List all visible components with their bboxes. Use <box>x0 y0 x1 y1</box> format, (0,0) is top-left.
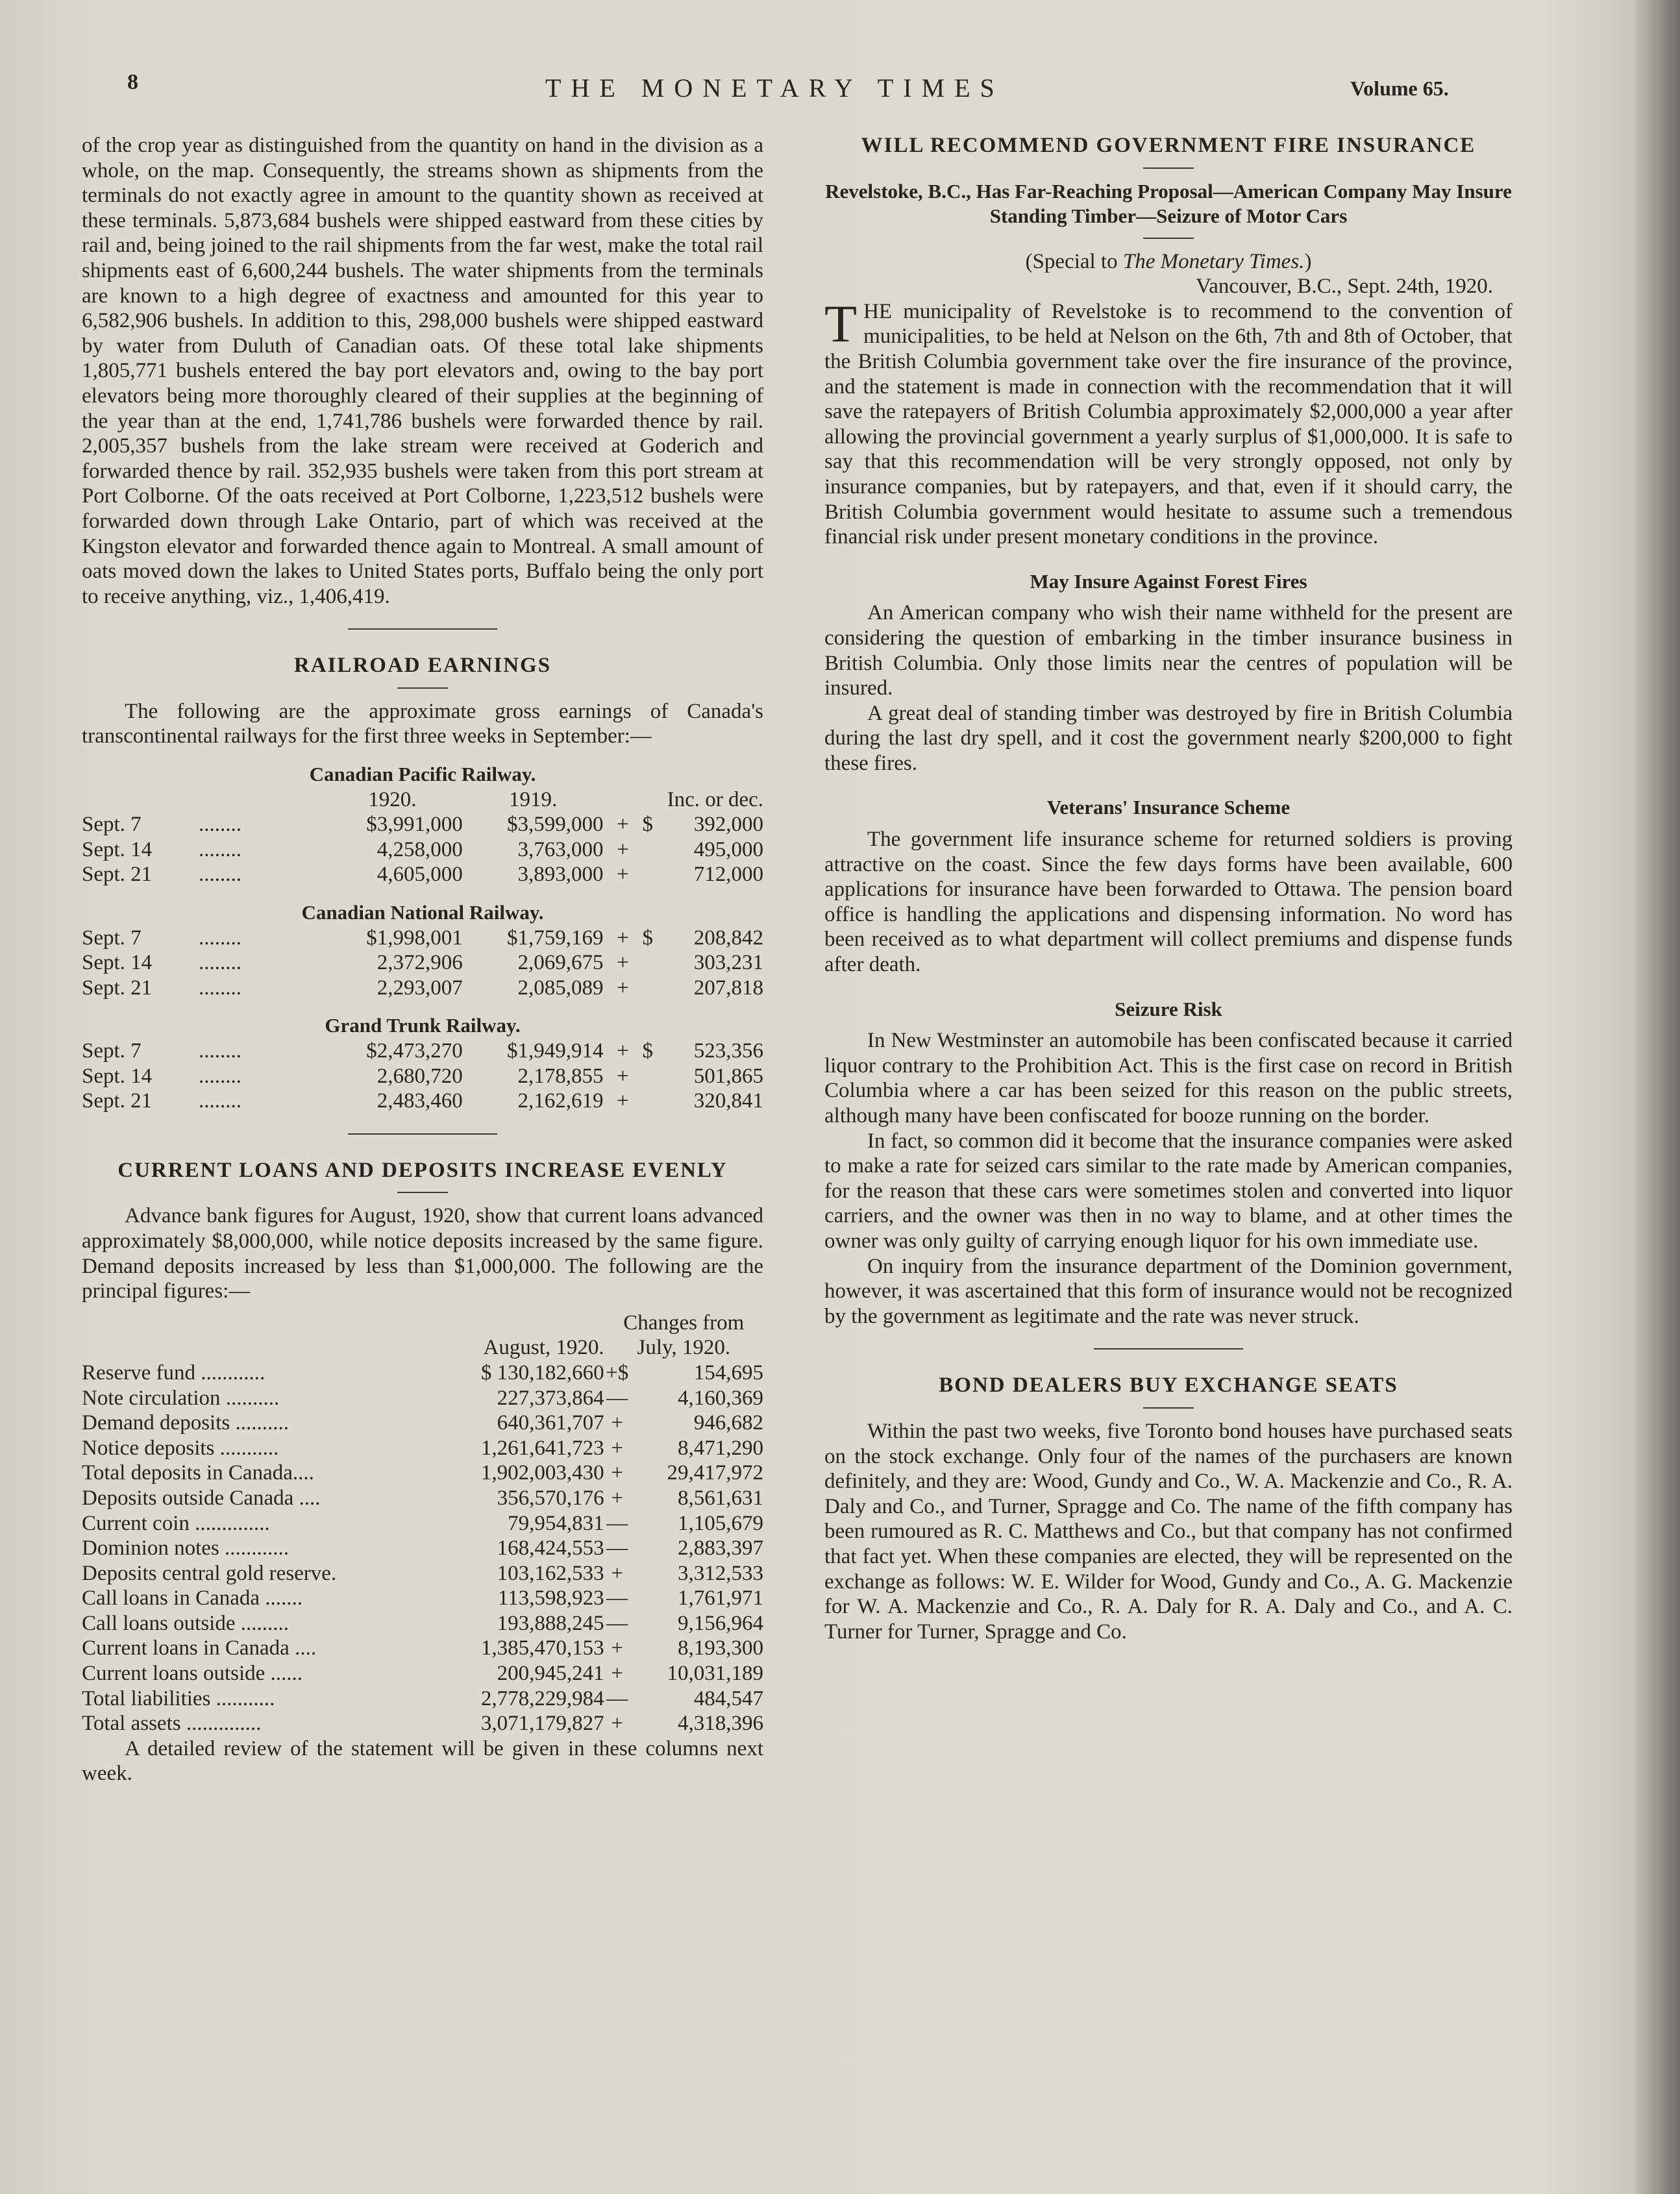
row-label: Total deposits in Canada.... <box>82 1461 314 1485</box>
value-1919: 2,085,089 <box>517 976 604 1000</box>
value-1919: $1,759,169 <box>506 926 604 950</box>
change-value: 4,318,396 <box>678 1712 763 1736</box>
table-row <box>82 1536 763 1561</box>
title-rule <box>1143 167 1194 169</box>
august-value: 113,598,923 <box>497 1586 604 1610</box>
change-sign: + <box>611 1436 623 1460</box>
subsection-paragraph: A great deal of standing timber was destroyed by fire in British Columbia during the last dry spell, and it cost the government nearly $200,000 to fight these fires. <box>824 701 1513 775</box>
table-row <box>82 1361 763 1386</box>
change-sign: + <box>611 1486 623 1510</box>
row-label: Notice deposits ........... <box>82 1436 279 1460</box>
value-1920: 2,483,460 <box>377 1089 463 1113</box>
row-label: Current loans in Canada .... <box>82 1636 317 1660</box>
row-label: Current loans outside ...... <box>82 1662 303 1686</box>
table-row <box>82 837 763 863</box>
bond-dealers-title: BOND DEALERS BUY EXCHANGE SEATS <box>939 1374 1398 1398</box>
row-date: Sept. 7 <box>82 813 142 837</box>
railway-earnings-tables <box>82 762 763 1114</box>
special-suffix: ) <box>1304 249 1312 273</box>
change-value: 1,761,971 <box>678 1586 763 1610</box>
leader-dots: ........ <box>199 1089 241 1113</box>
title-rule <box>1143 238 1194 239</box>
value-1920: 2,372,906 <box>377 951 463 975</box>
fire-subsections <box>824 569 1513 1329</box>
leader-dots: ........ <box>199 863 241 887</box>
august-value: 3,071,179,827 <box>480 1712 604 1736</box>
change-sign: + <box>617 1089 629 1113</box>
title-rule <box>1143 1407 1194 1409</box>
row-label: Call loans in Canada ....... <box>82 1586 303 1610</box>
table-header-row <box>82 787 763 813</box>
row-date: Sept. 21 <box>82 1089 153 1113</box>
change-sign: — <box>606 1386 628 1410</box>
change-sign: — <box>606 1611 628 1635</box>
change-value: 712,000 <box>693 863 763 887</box>
change-sign: + <box>617 863 629 887</box>
table-row <box>82 1586 763 1611</box>
fire-insurance-subhead: Revelstoke, B.C., Has Far-Reaching Proposal—American Company May Insure Standing Timber—Seizure of Motor Cars <box>825 179 1512 227</box>
lead-text: HE municipality of Revelstoke is to recommend to the convention of municipalities, to be held at Nelson on the 6th, 7th and 8th of October, that the British Columbia government take over the fire insurance of the province, and the statement is made in connection with the recommendation that it will save the ratepayers of British Columbia approximately $2,000,000 a year after allowing the provincial government a yearly surplus of $1,000,000. It is safe to say that this recommendation will be very strongly opposed, not only by insurance companies, but by ratepayers, and that, even if it should carry, the British Columbia government would hesitate to assume such a tremendous financial risk under present monetary conditions in the province. <box>824 299 1513 549</box>
row-label: Demand deposits .......... <box>82 1411 289 1435</box>
august-value: 227,373,864 <box>497 1386 604 1410</box>
change-value: 392,000 <box>693 813 763 837</box>
table-row <box>82 1486 763 1511</box>
currency-mark: $ <box>642 926 653 950</box>
table-row <box>82 1089 763 1114</box>
leader-dots: ........ <box>199 951 241 975</box>
currency-mark <box>642 837 661 863</box>
change-sign: + <box>611 1561 623 1585</box>
value-1919: 3,763,000 <box>517 837 604 861</box>
subsection-heading: Seizure Risk <box>1115 997 1222 1020</box>
change-value: 8,193,300 <box>678 1636 763 1660</box>
loans-intro: Advance bank figures for August, 1920, show that current loans advanced approximately $8,000,000, while notice deposits increased by the same figure. Demand deposits increased by less than $1,000,000. The following are the principal figures:— <box>82 1204 763 1303</box>
railway-name: Canadian Pacific Railway. <box>309 763 536 786</box>
row-label: Total assets .............. <box>82 1712 262 1736</box>
subsection-paragraph: On inquiry from the insurance department of the Dominion government, however, it was ascertained that this form of insurance would not be recognized by the government as legitimate and the rate was never struck. <box>824 1254 1513 1328</box>
row-date: Sept. 14 <box>82 951 153 975</box>
leader-dots: ........ <box>199 1064 241 1088</box>
page-spine-shadow <box>1635 0 1680 2194</box>
value-1919: $3,599,000 <box>506 813 604 837</box>
change-value: 9,156,964 <box>678 1611 763 1635</box>
value-1919: 2,178,855 <box>517 1064 604 1088</box>
change-sign: +$ <box>606 1361 629 1385</box>
change-sign: + <box>611 1636 623 1660</box>
leader-dots: ........ <box>199 976 241 1000</box>
table-row <box>82 862 763 887</box>
change-value: 1,105,679 <box>678 1511 763 1535</box>
change-value: 523,356 <box>693 1039 763 1063</box>
crop-year-paragraph: of the crop year as distinguished from the quantity on hand in the division as a whole, on the map. Consequently, the streams shown as shipments from the terminals do not exactly agree in amount to the quantity shown as received at these terminals. 5,873,684 bushels were shipped eastward from these cities by rail and, being joined to the rail shipments from the far west, make the total rail shipments east of 6,600,244 bushels. The water shipments from the terminals are known to a high degree of exactness and amounted for this year to 6,582,906 bushels. In addition to this, 298,000 bushels were shipped eastward by water from Duluth of Canadian oats. Of these total lake shipments 1,805,771 bushels entered the bay port elevators and, owing to the bay port elevators being more thoroughly cleared of their supplies at the beginning of the year than at the end, 1,741,786 bushels were forwarded thence by rail. 2,005,357 bushels from the lake stream were received at Goderich and forwarded thence by rail. 352,935 bushels were taken from this port stream at Port Colborne. Of the oats received at Port Colborne, 1,223,512 bushels were forwarded down through Lake Ontario, part of which was received at the Kingston elevator and forwarded thence again to Montreal. A small amount of oats moved down the lakes to United States ports, Buffalo being the only port to receive anything, viz., 1,406,419. <box>82 134 763 608</box>
change-sign: + <box>611 1461 623 1485</box>
change-sign: — <box>606 1511 628 1535</box>
leader-dots: ........ <box>199 926 241 950</box>
page-number: 8 <box>127 70 138 94</box>
row-date: Sept. 14 <box>82 837 153 861</box>
masthead-title: THE MONETARY TIMES <box>545 73 1004 103</box>
change-sign: + <box>611 1411 623 1435</box>
table-row <box>82 1636 763 1661</box>
table-row <box>82 1511 763 1536</box>
right-column <box>824 133 1513 1644</box>
august-value: 1,902,003,430 <box>480 1461 604 1485</box>
august-value: 193,888,245 <box>497 1611 604 1635</box>
currency-mark <box>642 1089 661 1114</box>
col-header-1920: 1920. <box>368 787 417 811</box>
change-value: 501,865 <box>693 1064 763 1088</box>
leader-dots: ........ <box>199 837 241 861</box>
subsection-paragraph: In fact, so common did it become that the insurance companies were asked to make a rate for seized cars similar to the rate made by American companies, for the reason that these cars were sometimes stolen and converted into liquor carriers, and the owner was then in no way to blame, and at other times the owner was only guilty of carrying enough liquor for his own immediate use. <box>824 1129 1513 1253</box>
railway-earnings-table <box>82 787 763 887</box>
row-date: Sept. 21 <box>82 976 153 1000</box>
subsection-paragraph: In New Westminster an automobile has been confiscated because it carried liquor contrary to the Prohibition Act. This is the first case on record in British Columbia where a car has been seized for this reason on the public streets, although many have been confiscated for booze running on the border. <box>824 1029 1513 1128</box>
col-header-july: July, 1920. <box>637 1336 731 1360</box>
august-value: 79,954,831 <box>508 1511 604 1535</box>
change-sign: — <box>606 1686 628 1710</box>
august-value: 2,778,229,984 <box>480 1686 604 1710</box>
table-row <box>82 1686 763 1712</box>
currency-mark <box>642 1064 661 1089</box>
change-value: 207,818 <box>693 976 763 1000</box>
railway-earnings-table <box>82 1039 763 1114</box>
subsection-heading: May Insure Against Forest Fires <box>1030 569 1307 593</box>
change-value: 303,231 <box>693 951 763 975</box>
value-1919: 2,069,675 <box>517 951 604 975</box>
currency-mark <box>642 862 661 887</box>
lead-paragraph <box>824 293 1513 550</box>
august-value: 1,385,470,153 <box>480 1636 604 1660</box>
august-value: 103,162,533 <box>497 1561 604 1585</box>
change-sign: — <box>606 1586 628 1610</box>
table-row <box>82 1611 763 1636</box>
currency-mark <box>642 976 661 1001</box>
dateline: Vancouver, B.C., Sept. 24th, 1920. <box>1196 275 1493 299</box>
table-row <box>82 812 763 837</box>
table-row <box>82 1561 763 1586</box>
volume-label: Volume 65. <box>1350 77 1449 100</box>
row-date: Sept. 14 <box>82 1064 153 1088</box>
change-sign: + <box>617 837 629 861</box>
change-value: 154,695 <box>693 1361 763 1385</box>
fire-insurance-title: WILL RECOMMEND GOVERNMENT FIRE INSURANCE <box>861 134 1476 157</box>
august-value: 640,361,707 <box>497 1411 604 1435</box>
august-value: 168,424,553 <box>497 1536 604 1560</box>
change-value: 208,842 <box>693 926 763 950</box>
railway-name: Canadian National Railway. <box>301 901 544 924</box>
row-label: Dominion notes ............ <box>82 1536 289 1560</box>
section-divider <box>348 628 497 630</box>
table-row <box>82 1386 763 1411</box>
value-1920: 2,680,720 <box>377 1064 463 1088</box>
change-value: 29,417,972 <box>667 1461 763 1485</box>
value-1920: $2,473,270 <box>366 1039 463 1063</box>
table-row <box>82 1711 763 1736</box>
value-1920: $1,998,001 <box>366 926 463 950</box>
change-value: 2,883,397 <box>678 1536 763 1560</box>
change-value: 484,547 <box>693 1686 763 1710</box>
bond-dealers-paragraph: Within the past two weeks, five Toronto bond houses have purchased seats on the stock exchange. Only four of the names of the purchasers are known definitely, and they are: Wood, Gundy and Co., W. A. Mackenzie and Co., R. A. Daly and Co., and Turner, Spragge and Co. The name of the fifth company has been rumoured as R. C. Matthews and Co., but that company has not confirmed that fact yet. When these companies are elected, they will be represented on the exchange as follows: W. E. Wilder for Wood, Gundy and Co., A. G. Mackenzie for W. A. Mackenzie and Co., R. A. Daly for R. A. Daly and Co., and A. C. Turner for Turner, Spragge and Co. <box>824 1419 1513 1644</box>
value-1919: $1,949,914 <box>506 1039 604 1063</box>
special-prefix: (Special to <box>1025 249 1123 273</box>
table-header-row <box>82 1335 763 1361</box>
row-label: Deposits outside Canada .... <box>82 1486 321 1510</box>
change-value: 495,000 <box>693 837 763 861</box>
railroad-intro: The following are the approximate gross earnings of Canada's transcontinental railways for the first three weeks in September:— <box>82 699 763 748</box>
change-value: 946,682 <box>693 1411 763 1435</box>
currency-mark: $ <box>642 813 653 837</box>
value-1920: 4,605,000 <box>377 863 463 887</box>
left-column <box>82 133 763 1786</box>
col-header-1919: 1919. <box>508 787 558 811</box>
august-value: 356,570,176 <box>497 1486 604 1510</box>
change-value: 8,561,631 <box>678 1486 763 1510</box>
table-row <box>82 1064 763 1089</box>
table-row <box>82 1661 763 1686</box>
special-publication: The Monetary Times. <box>1122 249 1305 273</box>
section-divider <box>1094 1348 1243 1350</box>
value-1920: 2,293,007 <box>377 976 463 1000</box>
change-sign: + <box>611 1712 623 1736</box>
col-header-changes-from: Changes from <box>623 1311 745 1335</box>
title-rule <box>397 687 448 689</box>
change-sign: + <box>617 976 629 1000</box>
table-row <box>82 1411 763 1436</box>
change-sign: + <box>617 813 629 837</box>
august-value: 1,261,641,723 <box>480 1436 604 1460</box>
row-label: Deposits central gold reserve. <box>82 1561 337 1585</box>
row-label: Reserve fund ............ <box>82 1361 266 1385</box>
currency-mark <box>642 950 661 976</box>
row-label: Current coin .............. <box>82 1511 270 1535</box>
change-sign: + <box>611 1662 623 1686</box>
leader-dots: ........ <box>199 1039 241 1063</box>
subsection-heading: Veterans' Insurance Scheme <box>1046 796 1291 819</box>
change-value: 320,841 <box>693 1089 763 1113</box>
subsection-paragraph: The government life insurance scheme for returned soldiers is proving attractive on the coast. Since the few days forms have been available, 600 applications for insurance have been forwarded to Ottawa. The pension board office is handling the applications and dispensing information. No word has been received as to what department will collect premiums and dispense funds after death. <box>824 828 1513 977</box>
value-1919: 3,893,000 <box>517 863 604 887</box>
change-value: 3,312,533 <box>678 1561 763 1585</box>
railway-name: Grand Trunk Railway. <box>325 1014 521 1037</box>
change-sign: — <box>606 1536 628 1560</box>
table-row <box>82 1461 763 1486</box>
august-value: 200,945,241 <box>497 1662 604 1686</box>
table-row <box>82 1436 763 1461</box>
special-credit <box>824 249 1513 275</box>
page-header <box>0 70 1680 109</box>
loans-deposits-title: CURRENT LOANS AND DEPOSITS INCREASE EVENLY <box>117 1158 728 1182</box>
currency-mark: $ <box>642 1039 653 1063</box>
row-label: Total liabilities ........... <box>82 1686 275 1710</box>
value-1920: $3,991,000 <box>366 813 463 837</box>
row-label: Call loans outside ......... <box>82 1611 289 1635</box>
row-date: Sept. 21 <box>82 863 153 887</box>
col-header-inc-dec: Inc. or dec. <box>667 787 763 811</box>
table-row <box>82 976 763 1001</box>
railway-earnings-table <box>82 926 763 1001</box>
table-row <box>82 926 763 951</box>
row-label: Note circulation .......... <box>82 1386 280 1410</box>
drop-cap: T <box>824 293 858 353</box>
bank-figures-table <box>82 1311 763 1736</box>
row-date: Sept. 7 <box>82 1039 142 1063</box>
change-value: 4,160,369 <box>678 1386 763 1410</box>
change-sign: + <box>617 926 629 950</box>
august-value: $ 130,182,660 <box>480 1361 604 1385</box>
title-rule <box>397 1192 448 1193</box>
change-sign: + <box>617 951 629 975</box>
value-1919: 2,162,619 <box>517 1089 604 1113</box>
change-sign: + <box>617 1064 629 1088</box>
row-date: Sept. 7 <box>82 926 142 950</box>
section-divider <box>348 1133 497 1135</box>
change-sign: + <box>617 1039 629 1063</box>
loans-closing: A detailed review of the statement will be given in these columns next week. <box>82 1736 763 1786</box>
leader-dots: ........ <box>199 813 241 837</box>
subsection-paragraph: An American company who wish their name withheld for the present are considering the question of embarking in the timber insurance business in British Columbia. Only those limits near the centres of population will be insured. <box>824 601 1513 700</box>
change-value: 8,471,290 <box>678 1436 763 1460</box>
table-row <box>82 1039 763 1064</box>
railroad-earnings-title: RAILROAD EARNINGS <box>293 654 552 678</box>
table-header-row <box>82 1311 763 1336</box>
table-row <box>82 950 763 976</box>
change-value: 10,031,189 <box>667 1662 763 1686</box>
col-header-august: August, 1920. <box>483 1336 604 1360</box>
value-1920: 4,258,000 <box>377 837 463 861</box>
